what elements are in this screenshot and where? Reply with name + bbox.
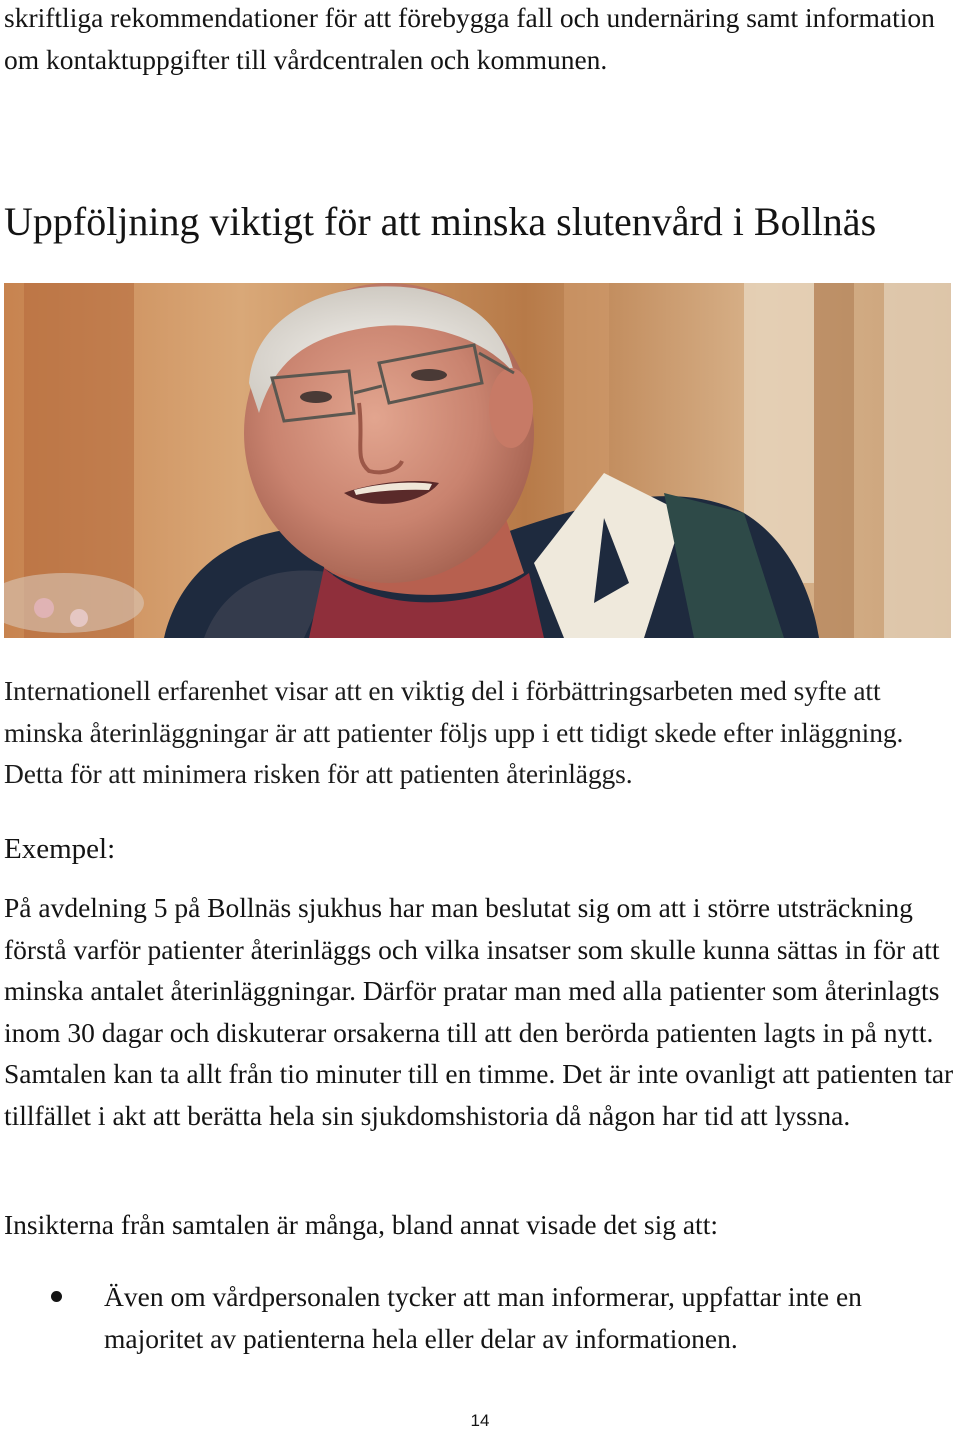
bullet-icon	[51, 1291, 62, 1302]
intro-paragraph: skriftliga rekommendationer för att förebygga fall och undernäring samt information om kontaktuppgifter till vårdcentralen och kommunen.	[4, 2, 935, 75]
example-label: Exempel:	[4, 833, 116, 865]
article-heading: Uppföljning viktigt för att minska slutenvård i Bollnäs	[4, 199, 877, 244]
page-number: 14	[470, 1411, 490, 1430]
article-photo	[4, 283, 951, 638]
list-item	[0, 1276, 950, 1359]
lead-paragraph: Internationell erfarenhet visar att en viktig del i förbättringsarbeten med syfte att minska återinläggningar är att patienter följs upp i ett tidigt skede efter inläggning. Detta för att minimera risken för att patienten återinläggs.	[4, 675, 904, 789]
insights-intro: Insikterna från samtalen är många, bland annat visade det sig att:	[4, 1209, 718, 1240]
insights-list	[0, 1276, 950, 1359]
list-item-text: Även om vårdpersonalen tycker att man informerar, uppfattar inte en majoritet av patienterna hela eller delar av informationen.	[104, 1281, 862, 1354]
example-paragraph: På avdelning 5 på Bollnäs sjukhus har man beslutat sig om att i större utsträckning förstå varför patienter återinläggs och vilka insatser som skulle kunna sättas in för att minska antalet återinläggningar. Därför pratar man med alla patienter som återinlagts inom 30 dagar och diskuterar orsakerna till att den berörda patienten lagts in på nytt. Samtalen kan ta allt från tio minuter till en timme. Det är inte ovanligt att patienten tar tillfället i akt att berätta hela sin sjukdomshistoria då någon har tid att lyssna.	[4, 892, 954, 1131]
